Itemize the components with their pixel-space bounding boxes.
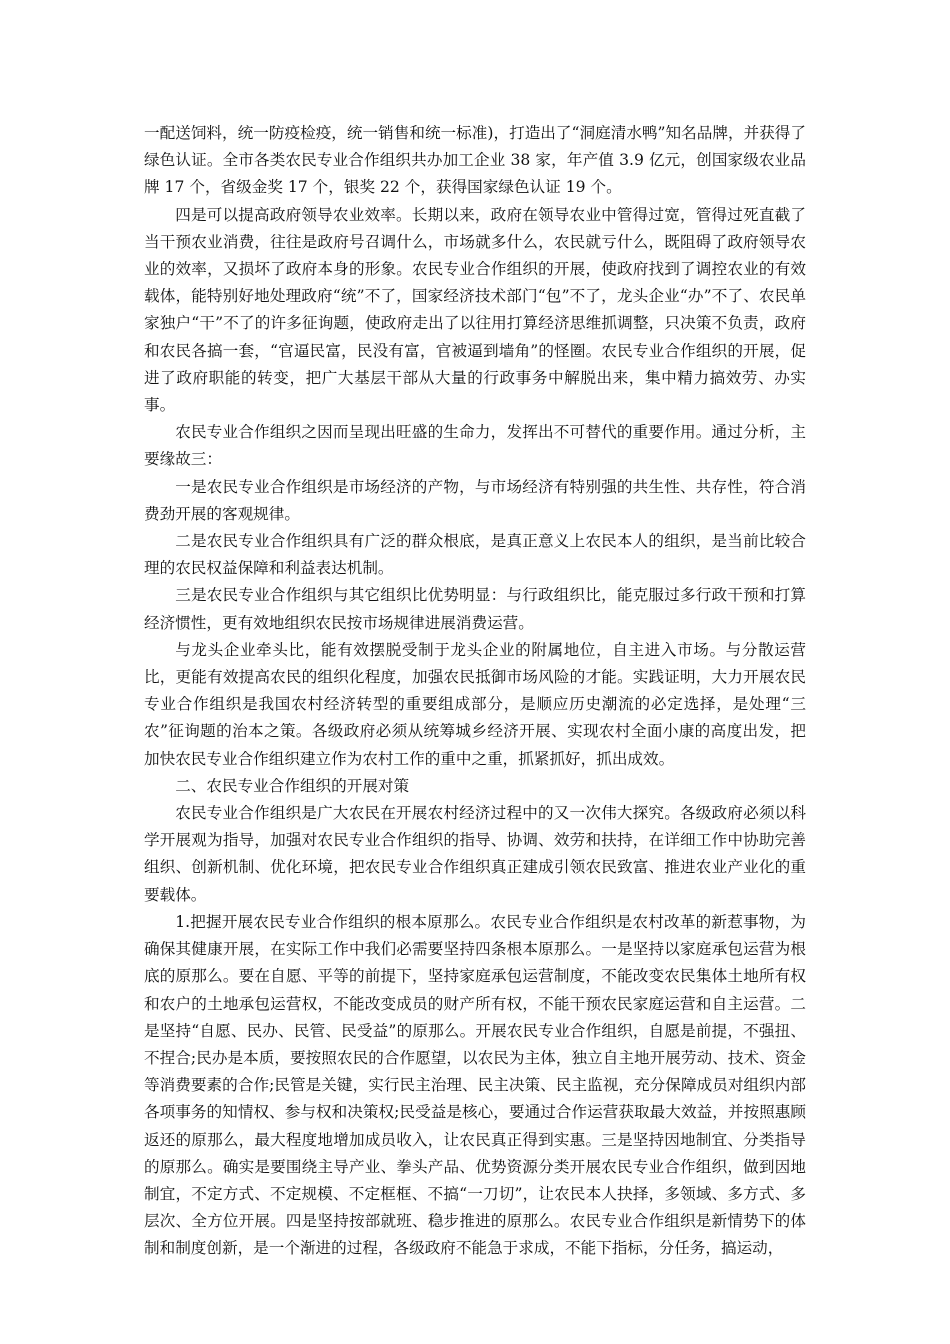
section-heading: 二、农民专业合作组织的开展对策 (175, 776, 410, 795)
paragraph-reason-three: 三是农民专业合作组织与其它组织比优势明显：与行政组织比，能克服过多行政干预和打算经济惯性，更有效地组织农民按市场规律进展消费运营。 (144, 586, 806, 632)
paragraph-government-efficiency: 四是可以提高政府领导农业效率。长期以来，政府在领导农业中管得过宽，管得过死直截了当干预农业消费，往往是政府号召调什么，市场就多什么，农民就亏什么，既阻碍了政府领导农业的效率，又损坏了政府本身的形象。农民专业合作组织的开展，使政府找到了调控农业的有效载体，能特别好地处理政府“统”不了，国家经济技术部门“包”不了，龙头企业“办”不了、农民单家独户“干”不了的许多征询题，使政府走出了以往用打算经济思维抓调整，只决策不负责，政府和农民各搞一套，“官逼民富，民没有富，官被逼到墙角”的怪圈。农民专业合作组织的开展，促进了政府职能的转变，把广大基层干部从大量的行政事务中解脱出来，集中精力搞效劳、办实事。 (144, 205, 806, 415)
document-page (144, 120, 806, 1263)
paragraph-continuation: 一配送饲料，统一防疫检疫，统一销售和统一标准)，打造出了“洞庭清水鸭”知名品牌，并获得了绿色认证。全市各类农民专业合作组织共办加工企业 38 家，年产值 3.9 亿元，创国家级农业品牌 17 个，省级金奖 17 个，银奖 22 个，获得国家绿色认证 19 个。 (144, 124, 806, 197)
paragraph-reason-one: 一是农民专业合作组织是市场经济的产物，与市场经济有特别强的共生性、共存性，符合消费劲开展的客观规律。 (144, 477, 806, 523)
paragraph-reason-two: 二是农民专业合作组织具有广泛的群众根底，是真正意义上农民本人的组织，是当前比较合理的农民权益保障和利益表达机制。 (144, 532, 806, 578)
paragraph-principles: 1.把握开展农民专业合作组织的根本原那么。农民专业合作组织是农村改革的新惹事物，为确保其健康开展，在实际工作中我们必需要坚持四条根本原那么。一是坚持以家庭承包运营为根底的原那么。要在自愿、平等的前提下，坚持家庭承包运营制度，不能改变农民集体土地所有权和农户的土地承包运营权，不能改变成员的财产所有权，不能干预农民家庭运营和自主运营。二是坚持“自愿、民办、民管、民受益”的原那么。开展农民专业合作组织，自愿是前提，不强扭、不捏合;民办是本质，要按照农民的合作愿望，以农民为主体，独立自主地开展劳动、技术、资金等消费要素的合作;民管是关键，实行民主治理、民主决策、民主监视，充分保障成员对组织内部各项事务的知情权、参与权和决策权;民受益是核心，要通过合作运营获取最大效益，并按照惠顾返还的原那么，最大程度地增加成员收入，让农民真正得到实惠。三是坚持因地制宜、分类指导的原那么。确实是要围绕主导产业、拳头产品、优势资源分类开展农民专业合作组织，做到因地制宜，不定方式、不定规模、不定框框、不搞“一刀切”，让农民本人抉择，多领域、多方式、多层次、全方位开展。四是坚持按部就班、稳步推进的原那么。农民专业合作组织是新情势下的体制和制度创新，是一个渐进的过程，各级政府不能急于求成，不能下指标，分任务，搞运动， (144, 912, 806, 1258)
paragraph-section-intro: 农民专业合作组织是广大农民在开展农村经济过程中的又一次伟大探究。各级政府必须以科学开展观为指导，加强对农民专业合作组织的指导、协调、效劳和扶持，在详细工作中协助完善组织、创新机制、优化环境，把农民专业合作组织真正建成引领农民致富、推进农业产业化的重要载体。 (144, 804, 806, 904)
paragraph-comparison: 与龙头企业牵头比，能有效摆脱受制于龙头企业的附属地位，自主进入市场。与分散运营比，更能有效提高农民的组织化程度，加强农民抵御市场风险的才能。实践证明，大力开展农民专业合作组织是我国农村经济转型的重要组成部分，是顺应历史潮流的必定选择，是处理“三农”征询题的治本之策。各级政府必须从统筹城乡经济开展、实现农村全面小康的高度出发，把加快农民专业合作组织建立作为农村工作的重中之重，抓紧抓好，抓出成效。 (144, 640, 806, 768)
paragraph-vitality-reasons: 农民专业合作组织之因而呈现出旺盛的生命力，发挥出不可替代的重要作用。通过分析，主要缘故三： (144, 423, 806, 469)
